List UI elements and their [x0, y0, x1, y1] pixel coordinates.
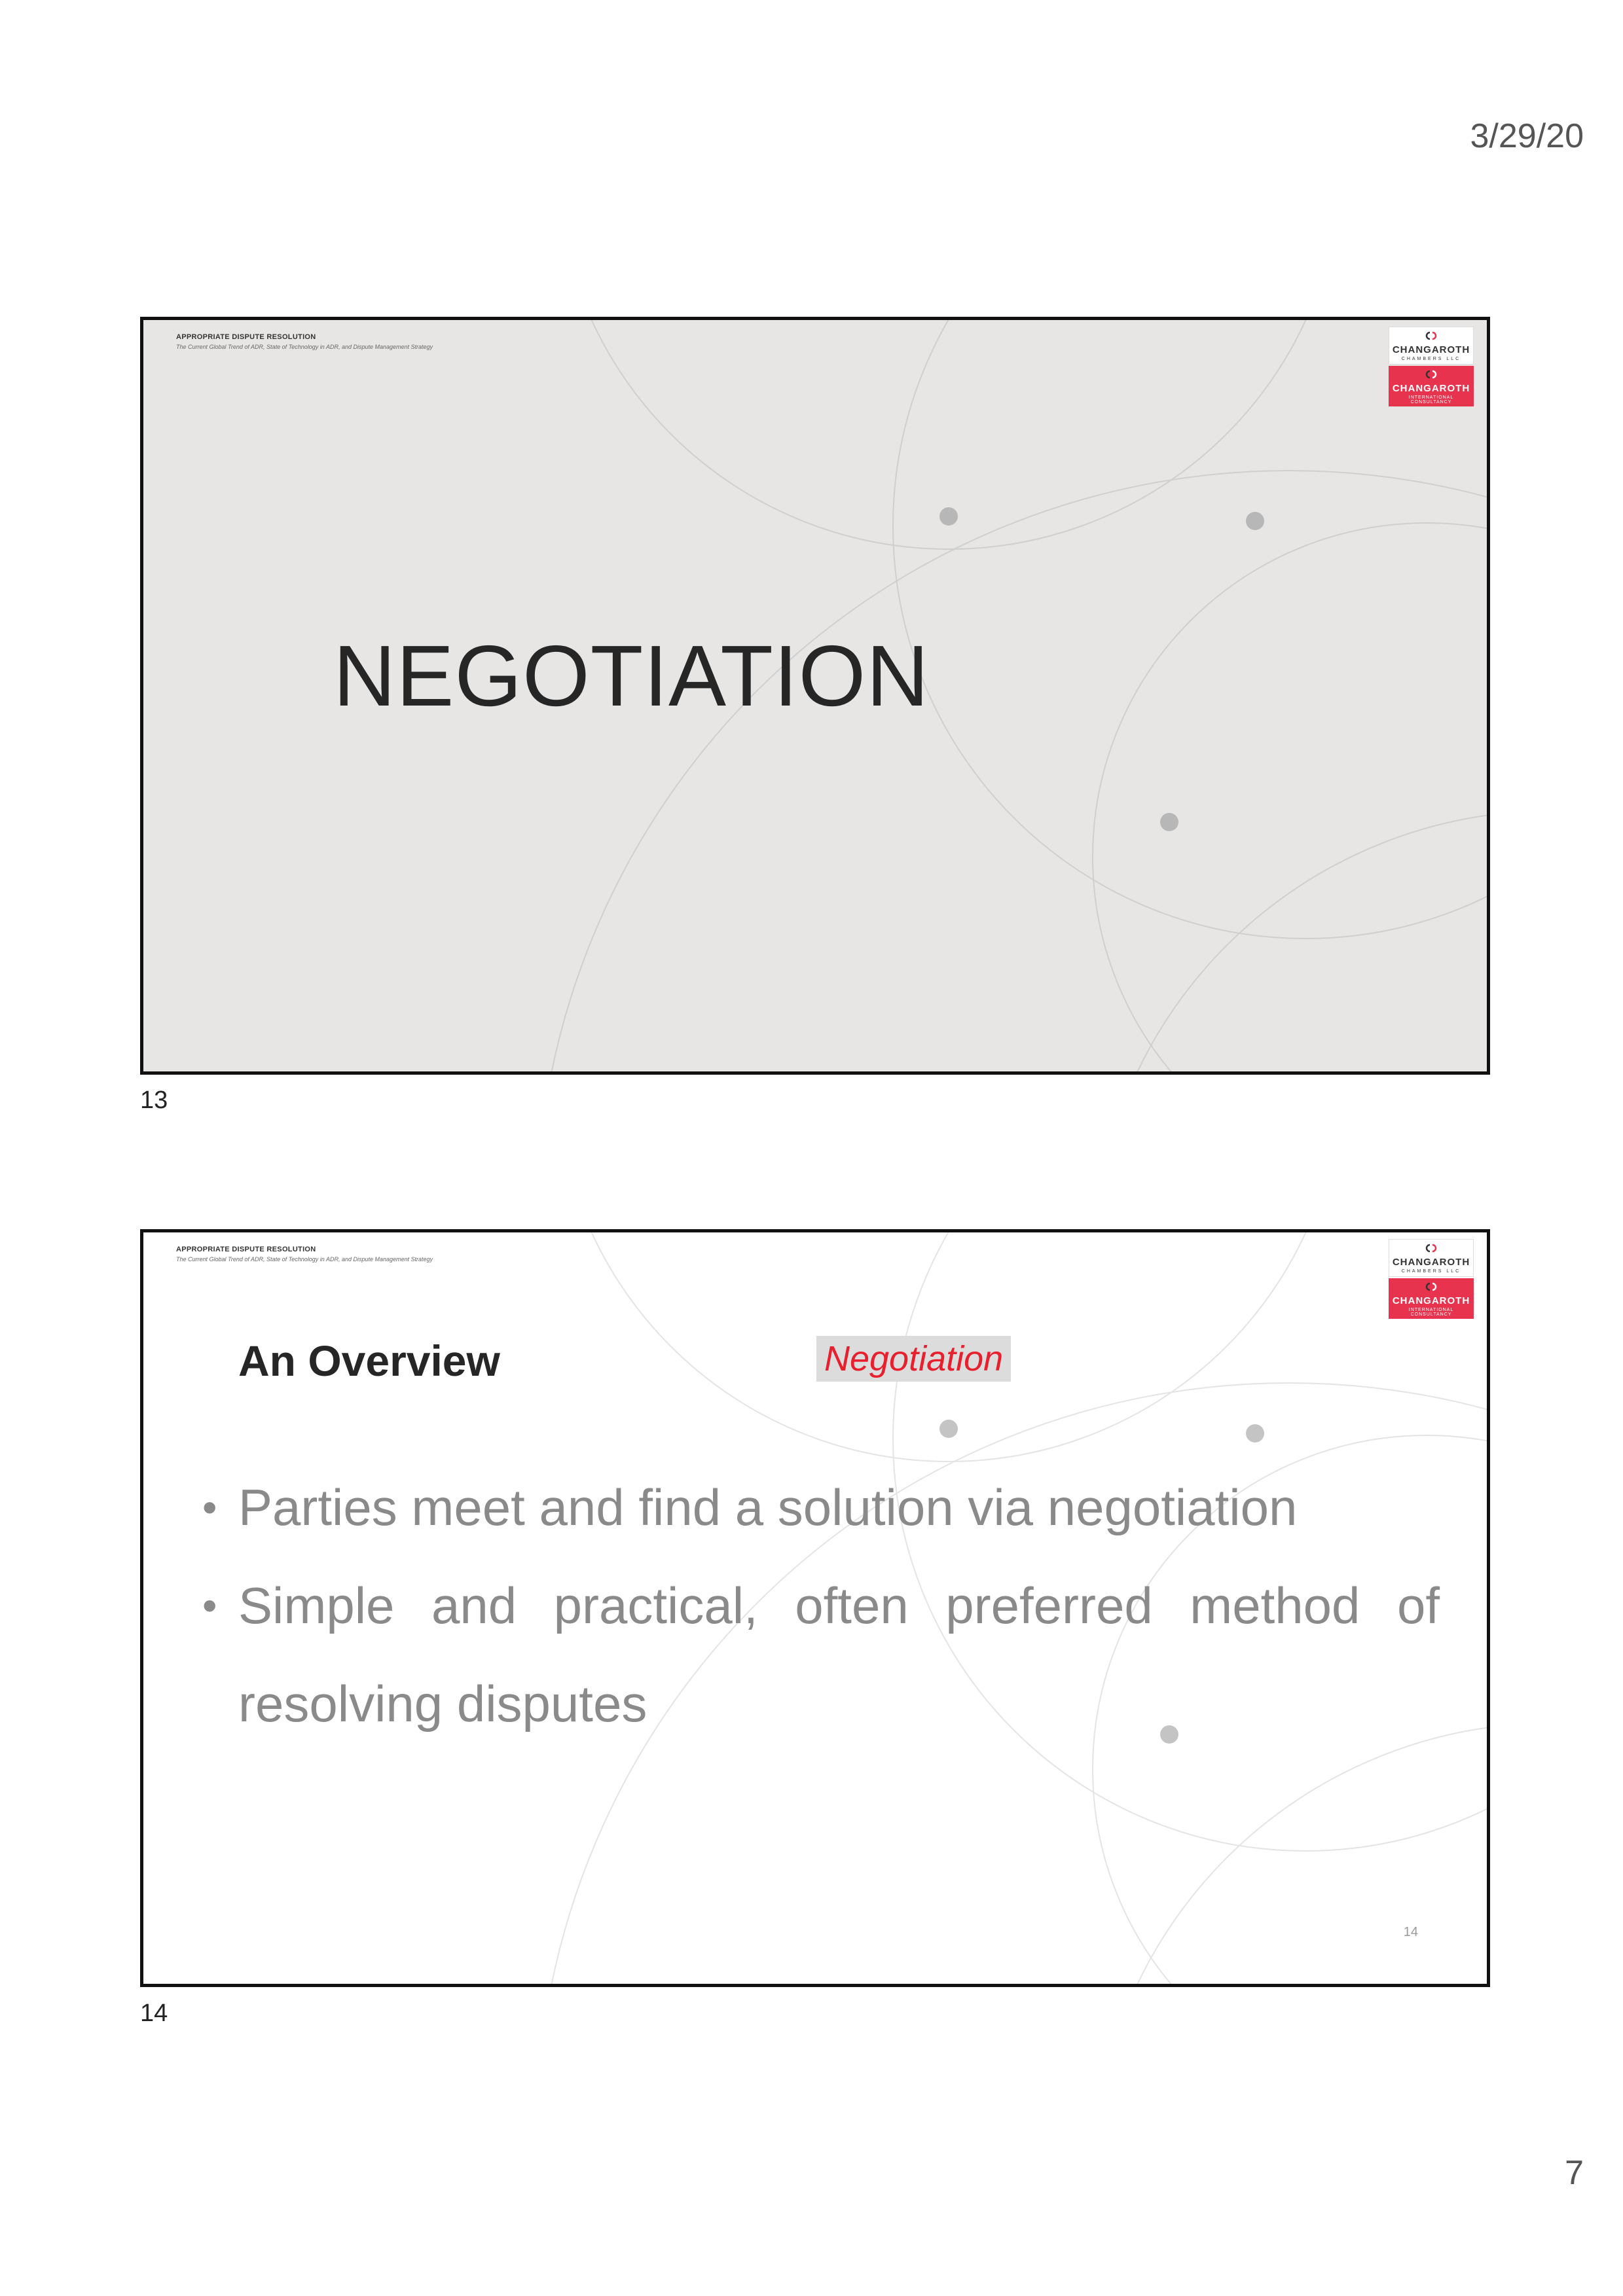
page-date: 3/29/20 — [1470, 117, 1584, 155]
bullet-item — [202, 1556, 1440, 1753]
changaroth-logo — [1389, 1239, 1474, 1319]
slide-overview — [140, 1229, 1490, 1987]
overview-heading: An Overview — [238, 1336, 500, 1385]
slide-title: NEGOTIATION — [333, 628, 930, 724]
page-number: 7 — [1565, 2154, 1584, 2192]
bullet-icon: • — [202, 1582, 217, 1629]
bullet-icon: • — [202, 1484, 217, 1531]
logo-sub-top: CHAMBERS LLC — [1401, 1269, 1461, 1274]
logo-name-bottom: CHANGAROTH — [1392, 383, 1470, 394]
slide-negotiation-title — [140, 317, 1490, 1075]
logo-sub-bottom: INTERNATIONAL CONSULTANCY — [1408, 395, 1454, 404]
logo-name-bottom: CHANGAROTH — [1392, 1295, 1470, 1306]
bullet-text: Parties meet and find a solution via negotiation — [238, 1479, 1298, 1536]
logo-mark-icon — [1425, 1282, 1438, 1291]
bullet-item — [202, 1458, 1440, 1556]
changaroth-logo — [1389, 327, 1474, 406]
header-title: APPROPRIATE DISPUTE RESOLUTION — [176, 1246, 316, 1253]
slide-number: 14 — [1403, 1925, 1418, 1939]
logo-sub-top: CHAMBERS LLC — [1401, 357, 1461, 361]
bullet-text: Simple and practical, often preferred method of resolving disputes — [238, 1577, 1440, 1732]
header-subtitle: The Current Global Trend of ADR, State of Technology in ADR, and Dispute Management Strategy — [176, 1256, 433, 1263]
logo-mark-icon — [1425, 1244, 1438, 1253]
slide-label: 14 — [140, 2000, 168, 2027]
bullet-list — [202, 1458, 1440, 1753]
logo-sub-bottom: INTERNATIONAL CONSULTANCY — [1408, 1308, 1454, 1317]
logo-mark-icon — [1425, 370, 1438, 379]
header-subtitle: The Current Global Trend of ADR, State of Technology in ADR, and Dispute Management Strategy — [176, 344, 433, 350]
logo-mark-icon — [1425, 331, 1438, 340]
logo-name-top: CHANGAROTH — [1392, 344, 1470, 355]
header-title: APPROPRIATE DISPUTE RESOLUTION — [176, 333, 316, 341]
logo-name-top: CHANGAROTH — [1392, 1257, 1470, 1268]
slide-label: 13 — [140, 1086, 168, 1114]
topic-tag: Negotiation — [816, 1336, 1011, 1382]
